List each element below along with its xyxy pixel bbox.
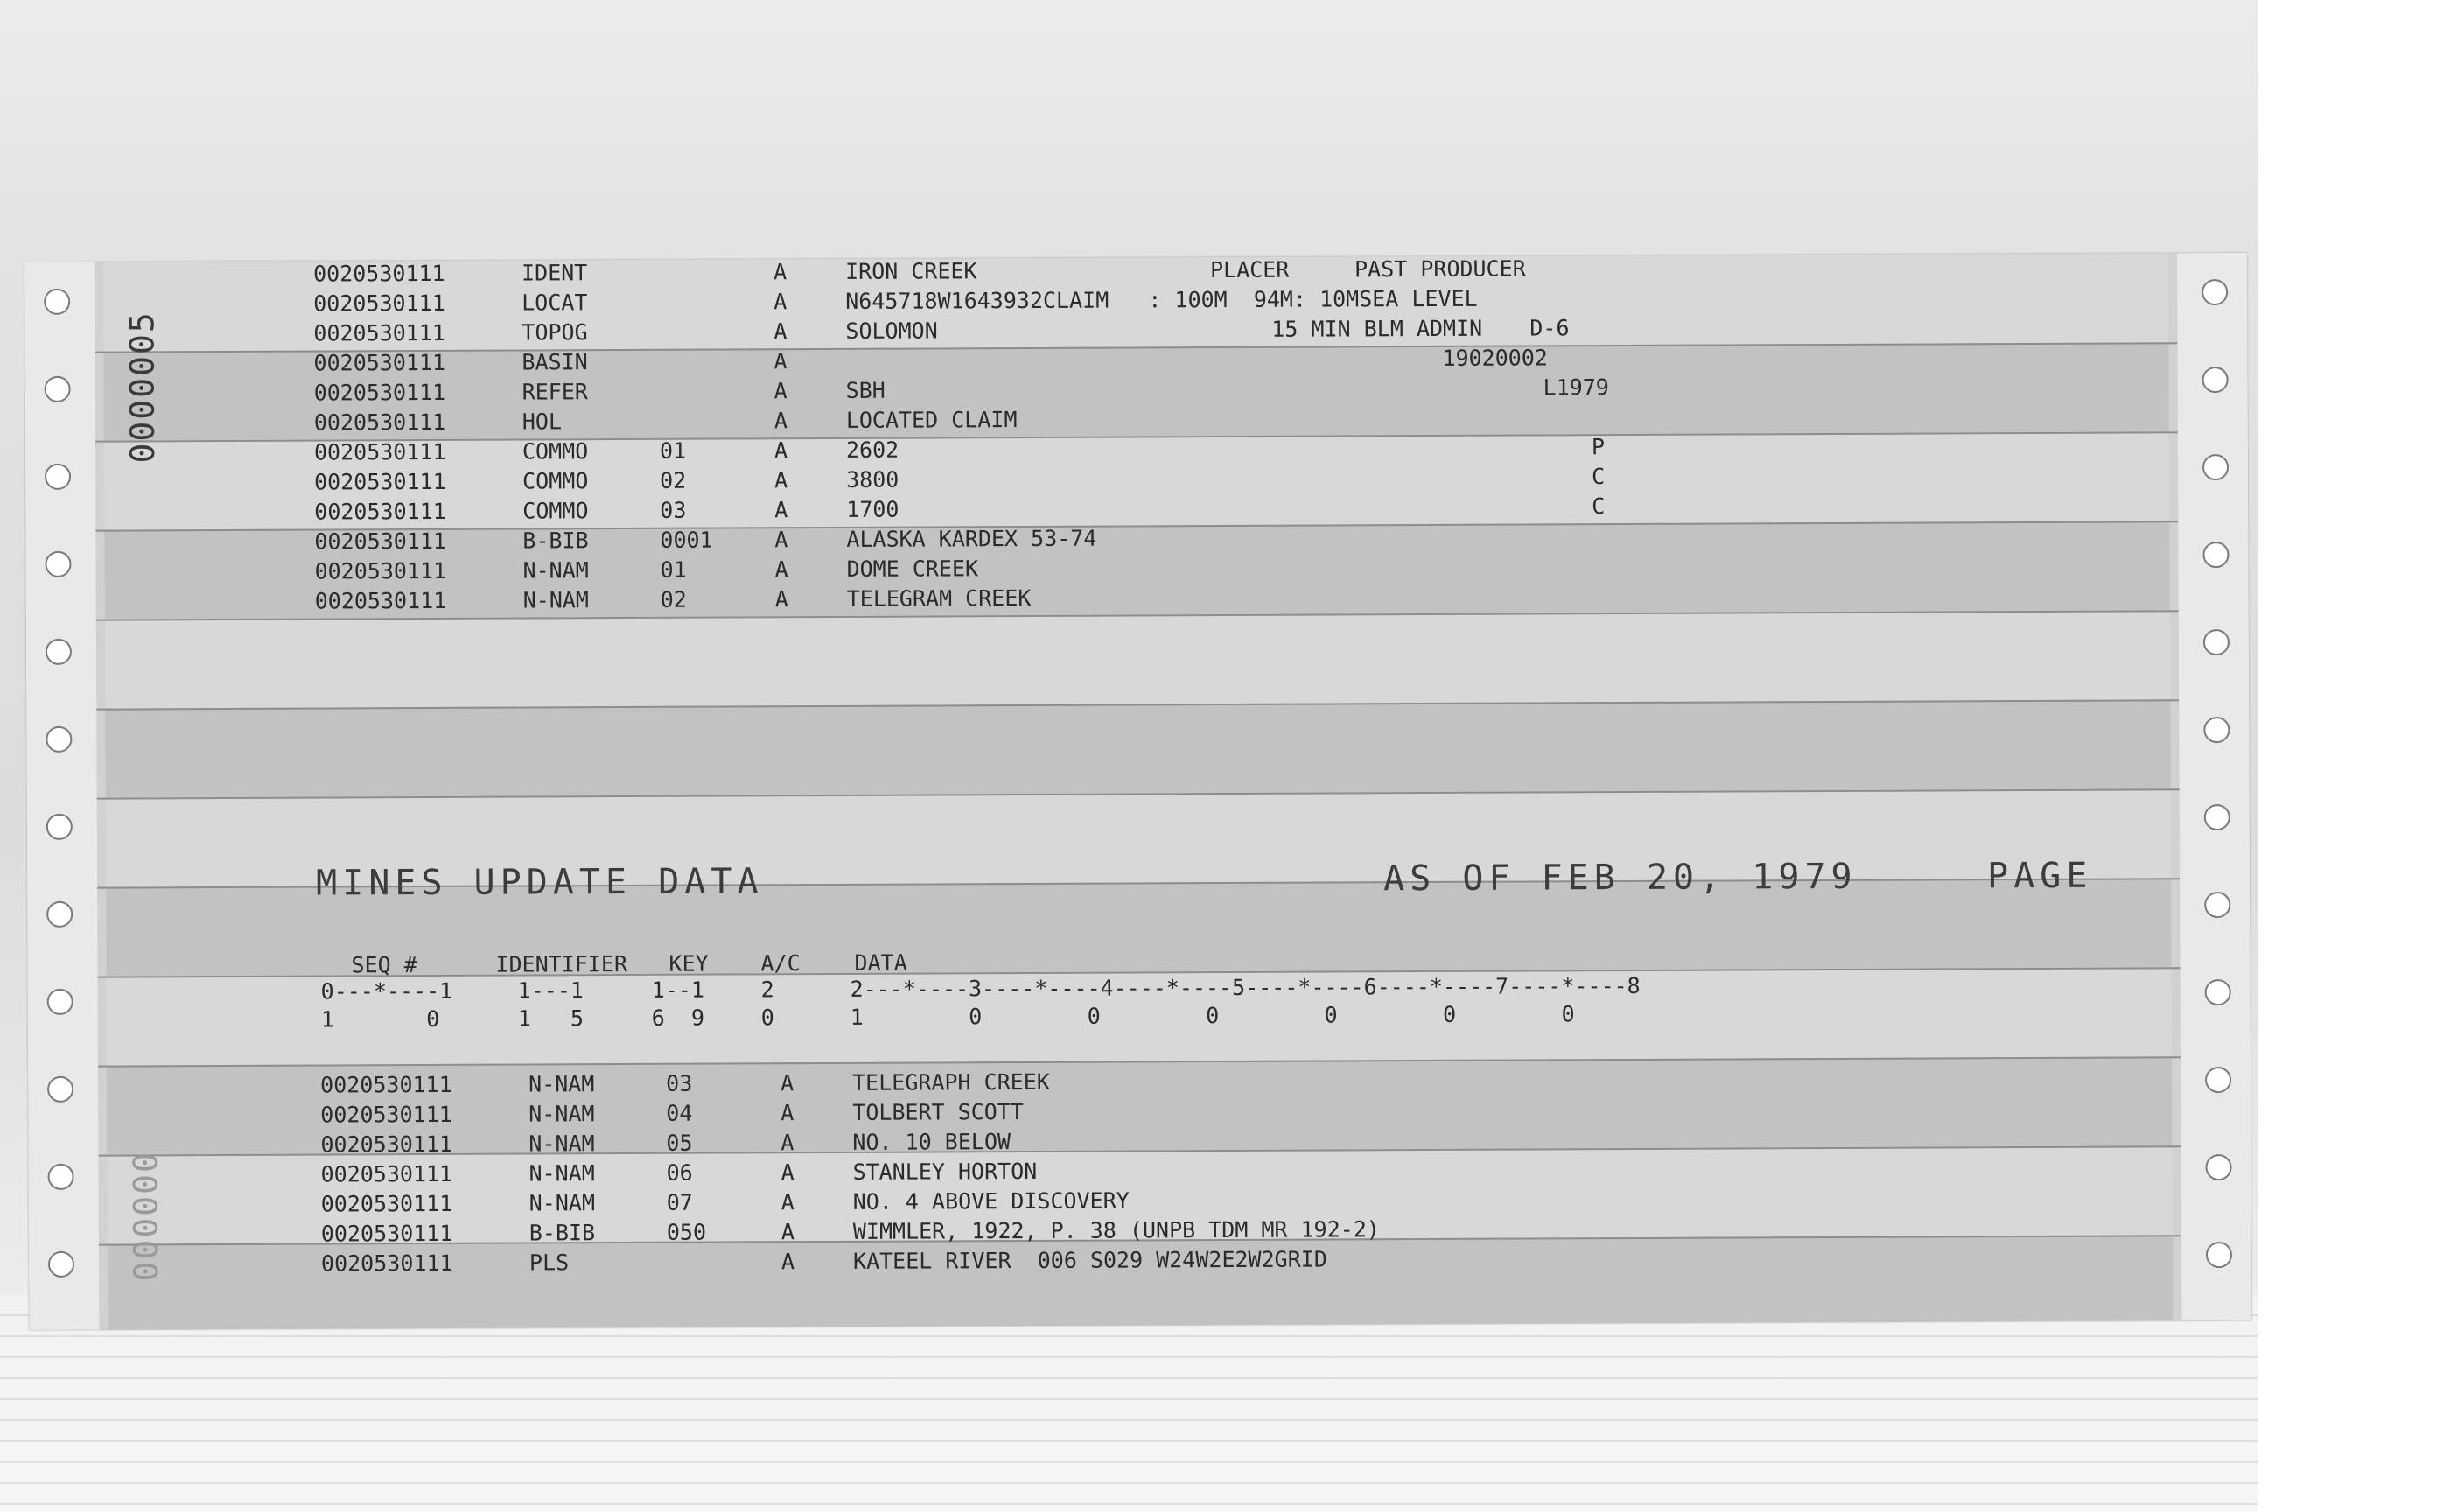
report-title: MINES UPDATE DATA <box>315 861 764 904</box>
key: 0001 <box>660 527 713 553</box>
col-scale-key: 1--1 <box>651 976 704 1003</box>
key: 04 <box>666 1100 693 1126</box>
identifier: N-NAM <box>522 587 590 613</box>
col-digits-data: 1 0 0 0 0 0 0 <box>850 1001 1575 1030</box>
key: 06 <box>666 1159 693 1186</box>
col-digits-key: 6 9 <box>651 1004 705 1031</box>
data-extra: P <box>1591 434 1606 460</box>
data-value: TELEGRAM CREEK <box>846 584 1032 612</box>
ac-code: A <box>774 586 788 612</box>
feed-hole <box>45 551 71 578</box>
ac-code: A <box>780 1130 794 1156</box>
seq-number: 0020530111 <box>314 557 447 584</box>
identifier: LOCAT <box>522 290 588 316</box>
data-value: N645718W1643932CLAIM : 100M 94M: 10MSEA LEVEL <box>845 285 1478 314</box>
feed-hole <box>48 1251 74 1278</box>
ac-code: A <box>774 348 788 374</box>
seq-number: 0020530111 <box>313 438 446 466</box>
data-extra: L1979 <box>1543 374 1609 401</box>
identifier: TOPOG <box>522 319 588 346</box>
feed-hole <box>46 726 72 752</box>
data-value: TELEGRAPH CREEK <box>852 1068 1050 1096</box>
feed-hole <box>2206 1242 2232 1268</box>
key: 02 <box>660 586 687 612</box>
identifier: N-NAM <box>528 1130 595 1157</box>
identifier: REFER <box>522 379 588 405</box>
feed-hole <box>44 289 70 315</box>
tractor-strip-right <box>2177 253 2251 1320</box>
data-extra: C <box>1592 494 1606 520</box>
key: 01 <box>660 556 687 583</box>
feed-hole <box>46 814 73 840</box>
scan-margin <box>2258 0 2450 1512</box>
identifier: COMMO <box>522 468 589 494</box>
ac-code: A <box>774 318 788 345</box>
tractor-strip-left <box>24 262 99 1330</box>
identifier: N-NAM <box>528 1101 595 1127</box>
col-scale-ac: 2 <box>760 976 774 1003</box>
identifier: COMMO <box>522 498 589 524</box>
ac-code: A <box>773 259 788 285</box>
key: 050 <box>666 1219 707 1245</box>
ac-code: A <box>780 1219 794 1245</box>
seq-number: 0020530111 <box>312 260 445 287</box>
sheet-number: 0000005 <box>122 311 163 464</box>
identifier: BASIN <box>522 349 588 375</box>
ac-code: A <box>774 467 788 494</box>
feed-hole <box>47 1164 74 1190</box>
feed-hole <box>45 464 71 490</box>
feed-hole <box>46 901 73 928</box>
seq-number: 0020530111 <box>313 290 445 317</box>
data-extra: PAST PRODUCER <box>1354 256 1526 283</box>
seq-number: 0020530111 <box>314 587 447 614</box>
feed-hole <box>2202 454 2229 480</box>
seq-number: 0020530111 <box>320 1250 453 1277</box>
col-header-key: KEY <box>668 950 709 976</box>
data-value: TOLBERT SCOTT <box>852 1099 1024 1125</box>
ac-code: A <box>774 408 788 434</box>
col-digits-identifier: 1 5 <box>517 1005 584 1032</box>
col-digits-seq: 1 0 <box>320 1005 440 1032</box>
identifier: IDENT <box>521 260 588 286</box>
data-value: 2602 <box>845 437 900 463</box>
feed-hole <box>2205 979 2231 1005</box>
sheet-number-faded: 000000 <box>126 1151 166 1282</box>
data-value: IRON CREEK <box>844 258 977 284</box>
identifier: N-NAM <box>528 1160 595 1186</box>
col-digits-ac: 0 <box>760 1004 774 1031</box>
col-header-seq: SEQ # <box>351 952 417 978</box>
ac-code: A <box>774 497 788 523</box>
ac-code: A <box>774 527 788 553</box>
feed-hole <box>2202 367 2229 393</box>
col-scale-identifier: 1---1 <box>517 977 584 1004</box>
ac-code: A <box>774 378 788 404</box>
print-band <box>105 610 2170 708</box>
identifier: B-BIB <box>528 1220 596 1246</box>
data-extra: C <box>1592 464 1606 490</box>
data-value: WIMMLER, 1922, P. 38 (UNPB TDM MR 192-2) <box>852 1216 1380 1244</box>
col-header-ac: A/C <box>760 950 801 976</box>
key: 03 <box>660 497 687 523</box>
ac-code: A <box>774 556 788 583</box>
seq-number: 0020530111 <box>313 409 446 436</box>
feed-hole <box>2202 279 2228 305</box>
data-value: SOLOMON <box>845 318 938 344</box>
data-value: 3800 <box>846 466 900 493</box>
col-scale-data: 2---*----3----*----4----*----5----*----6----*----7----*----8 <box>850 972 1641 1002</box>
feed-hole <box>2203 629 2230 655</box>
data-value: SBH <box>845 377 886 403</box>
identifier: COMMO <box>522 438 589 465</box>
seq-number: 0020530111 <box>313 349 446 376</box>
data-value: ALASKA KARDEX 53-74 <box>846 525 1097 552</box>
key: 02 <box>660 467 687 494</box>
identifier: B-BIB <box>522 528 589 554</box>
seq-number: 0020530111 <box>320 1190 453 1217</box>
seq-number: 0020530111 <box>314 528 446 555</box>
feed-hole <box>2203 717 2230 743</box>
ac-code: A <box>780 1159 794 1186</box>
data-value: DOME CREEK <box>846 556 979 582</box>
ac-code: A <box>774 438 788 464</box>
seq-number: 0020530111 <box>320 1160 453 1187</box>
data-extra: PLACER <box>1209 256 1290 284</box>
seq-number: 0020530111 <box>313 379 446 406</box>
feed-hole <box>2205 1154 2231 1180</box>
ac-code: A <box>780 1100 794 1126</box>
seq-number: 0020530111 <box>314 498 446 525</box>
seq-number: 0020530111 <box>313 319 445 346</box>
data-value: LOCATED CLAIM <box>845 407 1018 433</box>
seq-number: 0020530111 <box>320 1101 452 1128</box>
identifier: HOL <box>522 409 563 435</box>
feed-hole <box>2202 542 2229 568</box>
report-page-label: PAGE <box>1986 855 2093 897</box>
identifier: PLS <box>528 1250 570 1276</box>
printout-sheet <box>24 253 2251 1330</box>
feed-hole <box>46 639 72 665</box>
seq-number: 0020530111 <box>320 1220 453 1247</box>
data-extra: D-6 <box>1530 315 1570 341</box>
key: 07 <box>666 1189 693 1215</box>
seq-number: 0020530111 <box>320 1130 452 1158</box>
data-value: STANLEY HORTON <box>852 1158 1038 1185</box>
feed-hole <box>2205 1067 2231 1093</box>
seq-number: 0020530111 <box>320 1071 452 1098</box>
col-header-identifier: IDENTIFIER <box>495 951 628 977</box>
identifier: N-NAM <box>528 1071 595 1097</box>
feed-hole <box>2204 892 2230 918</box>
key: 05 <box>666 1130 693 1156</box>
feed-hole <box>45 376 71 402</box>
data-value: NO. 10 BELOW <box>852 1129 1012 1155</box>
col-header-data: DATA <box>854 949 907 976</box>
feed-hole <box>47 1076 74 1102</box>
feed-hole <box>2204 804 2230 830</box>
data-value: NO. 4 ABOVE DISCOVERY <box>852 1187 1130 1214</box>
ac-code: A <box>780 1070 794 1096</box>
data-value: 1700 <box>846 496 900 522</box>
key: 03 <box>666 1070 693 1096</box>
ac-code: A <box>780 1249 795 1275</box>
ac-code: A <box>774 289 788 315</box>
feed-hole <box>47 989 74 1015</box>
data-extra: 19020002 <box>1442 345 1548 371</box>
ac-code: A <box>780 1189 794 1215</box>
report-date: AS OF FEB 20, 1979 <box>1382 856 1858 900</box>
data-value: KATEEL RIVER 006 S029 W24W2E2W2GRID <box>852 1246 1327 1274</box>
data-extra: 15 MIN BLM ADMIN <box>1271 315 1483 342</box>
seq-number: 0020530111 <box>314 468 446 495</box>
col-scale-seq: 0---*----1 <box>320 977 453 1004</box>
identifier: N-NAM <box>528 1190 596 1216</box>
identifier: N-NAM <box>522 557 589 584</box>
key: 01 <box>659 438 687 464</box>
print-band <box>105 699 2170 797</box>
